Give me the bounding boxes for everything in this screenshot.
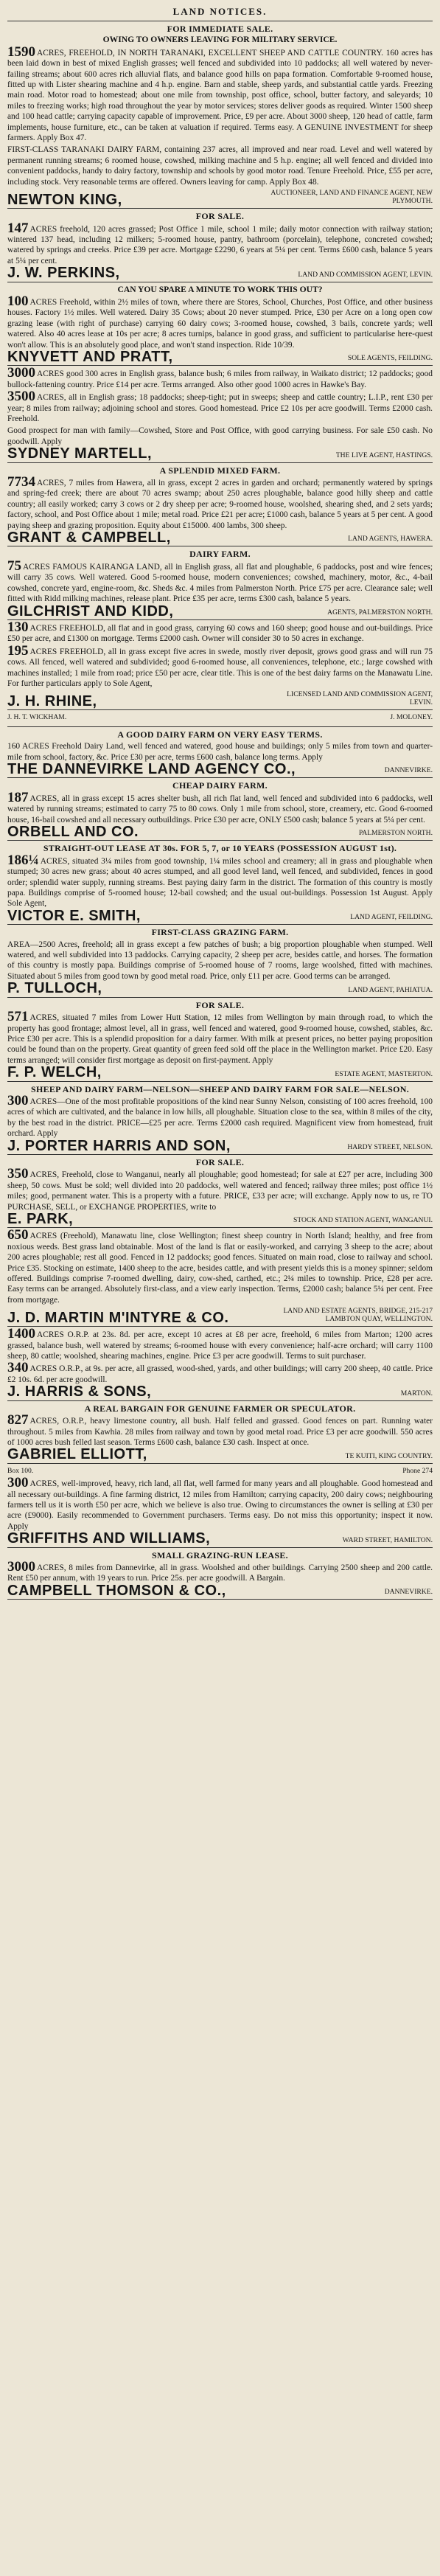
ad-paragraph (7, 44, 433, 144)
ad-agent-address: LAND AGENT, FEILDING. (350, 913, 433, 922)
ad-paragraph (7, 365, 433, 390)
ad-agent-address: PALMERSTON NORTH. (358, 829, 433, 838)
ad-agent-address: LAND AGENT, PAHIATUA. (348, 985, 433, 994)
ad-divider (7, 1463, 433, 1464)
ad-agent-name: J. W. PERKINS, (7, 265, 120, 282)
ad-divider (7, 619, 433, 620)
ad-divider (7, 1326, 433, 1327)
ad-acreage-figure: 3000 (7, 1558, 35, 1575)
ad-divider (7, 777, 433, 778)
ad-divider (7, 1599, 433, 1600)
ad-agent-name: J. HARRIS & SONS, (7, 1384, 152, 1400)
advertisement (7, 1326, 433, 1400)
ad-agent-line (7, 530, 433, 546)
ad-paragraph-text: ACRES, Freehold, close to Wanganui, nearly all ploughable; good homestead; for sale at £27 per acre, including 300 sheep, 50 cows. Must be sold; well divided into 20 paddocks, well watered and fenced; railway three miles; post office 1½ miles; good, permanent water. This is a property with a future. PRICE, £33 per acre; will exchange. Apply now to us, re TO PURCHASE, SELL, or EXCHANGE PROPERTIES, write to (7, 1170, 433, 1212)
ad-divider (7, 924, 433, 925)
advertisement (7, 1403, 433, 1463)
ad-agent-line (7, 1582, 433, 1599)
ad-acreage-figure: 7734 (7, 474, 35, 490)
ad-acreage-figure: 340 (7, 1360, 29, 1376)
ad-agent-name: J. H. RHINE, (7, 692, 97, 709)
ad-paragraph (7, 145, 433, 187)
ad-paragraph-text: ACRES, O.R.P., heavy limestone country, all bush. Half felled and grassed. Good fences on part. Running water throughout. 5 miles from Kawhia. 28 miles from railway and town by good metal road. Price £3 per acre goodwill. 550 acres of 1000 acres bush felled last season. Terms £600 cash, balance £30 cash. Inspect at once. (7, 1417, 433, 1447)
ad-paragraph (7, 426, 433, 447)
ad-paragraph (7, 220, 433, 267)
ad-agent-address: LAND AND ESTATE AGENTS, BRIDGE, 215-217 LAMBTON QUAY, WELLINGTON. (283, 1307, 433, 1324)
ad-agent-line (7, 603, 433, 619)
ad-paragraph-text: ACRES, all in English grass; 18 paddocks; sheep-tight; put in sweeps; sheep and cattle country; L.I.P., rent £30 per year; 8 miles from railway; adjoining school and stores. Good homestead. Price £2 10s per acre goodwill. Terms £2000 cash. Freehold. (7, 393, 433, 423)
advertisement (7, 619, 433, 709)
advertisement (7, 24, 433, 208)
ad-signature-left: Box 100. (7, 1466, 34, 1475)
ad-paragraph-text: ACRES O.R.P. at 23s. 8d. per acre, except 10 acres at £8 per acre, freehold, 6 miles from Marton; 1200 acres grassed, balance bush, well watered by streams; 6-roomed house with every convenience; half-acre orchard; will carry 1100 sheep, 80 cattle; woolshed, shearing machines, engine. Price £3 per acre goodwill. Terms to suit purchaser. (7, 1330, 433, 1361)
ad-agent-address: WARD STREET, HAMILTON. (342, 1535, 433, 1544)
ad-agent-line (7, 760, 433, 777)
ad-acreage-figure: 300 (7, 1475, 29, 1491)
ad-acreage-figure: 147 (7, 220, 29, 236)
ad-acreage-figure: 195 (7, 642, 29, 659)
ad-agent-name: F. P. WELCH, (7, 1064, 102, 1081)
ad-acreage-figure: 300 (7, 1092, 29, 1108)
ad-agent-name: GRANT & CAMPBELL, (7, 530, 171, 546)
ad-paragraph (7, 558, 433, 605)
advertisement (7, 1466, 433, 1547)
ad-agent-line (7, 1064, 433, 1081)
ad-agent-line (7, 445, 433, 462)
ad-acreage-figure: 1590 (7, 44, 35, 60)
ad-divider (7, 1400, 433, 1401)
ad-heading: A GOOD DAIRY FARM ON VERY EASY TERMS. (117, 729, 323, 740)
page-title: LAND NOTICES. (172, 6, 268, 17)
ad-subheading: OWING TO OWNERS LEAVING FOR MILITARY SERVICE. (102, 35, 338, 45)
ad-agent-name: P. TULLOCH, (7, 980, 102, 997)
ad-agent-address: HARDY STREET, NELSON. (347, 1142, 433, 1151)
ad-heading: FOR IMMEDIATE SALE. (167, 24, 273, 34)
ad-paragraph-text: ACRES, well-improved, heavy, rich land, all flat, well farmed for many years and all ploughable. Good homestead and all necessary out-buildings. A fine farming district, 12 miles from Hamilton; carrying capacity, 200 dairy cows; neighbouring farmers tell us it is worth £50 per acre, which we believe is also true. Owing to circumstances the owner is selling at £30 per acre (£9000). Easily recommended to Government purchasers. Terms easy. Do not miss this opportunity; inspect it now. Apply (7, 1479, 433, 1531)
ad-agent-address: LAND AGENTS, HAWERA. (348, 535, 433, 544)
ad-paragraph (7, 789, 433, 825)
ad-heading: FOR SALE. (195, 211, 245, 222)
ad-paragraph-text: 160 ACRES Freehold Dairy Land, well fenced and watered, good house and buildings; only 5 miles from town and quarter-mile from school, factory, &c. Price £30 per acre, terms £600 cash, balance long terms. Apply (7, 742, 433, 762)
ad-paragraph (7, 741, 433, 763)
ad-paragraph (7, 474, 433, 531)
advertisement (7, 465, 433, 544)
ad-paragraph (7, 1475, 433, 1532)
ad-paragraph (7, 642, 433, 690)
ad-agent-name: ORBELL AND CO. (7, 824, 139, 840)
ad-acreage-figure: 130 (7, 619, 29, 635)
ad-agent-address: AUCTIONEER, LAND AND FINANCE AGENT, NEW PLYMOUTH. (270, 189, 433, 206)
ad-acreage-figure: 350 (7, 1166, 29, 1182)
ad-agent-line (7, 824, 433, 840)
ad-paragraph-text: Good prospect for man with family—Cowshed, Store and Post Office, with good carrying business. For sale £50 cash. No goodwill. Apply (7, 426, 433, 446)
ad-paragraph-text: FIRST-CLASS TARANAKI DAIRY FARM, containing 237 acres, all improved and near road. Level and well watered by permanent running streams; 6 roomed house, cowshed, milking machine and 5 h.p. engine; all well fenced and divided into convenient paddocks, handy to dairy factory, township and schools by good motor road. Tenure Freehold. Price, £55 per acre, including stock. Very reasonable terms are offered. Owners leaving for camp. Apply Box 48. (7, 145, 433, 187)
ad-agent-name: KNYVETT AND PRATT, (7, 348, 173, 365)
ad-paragraph (7, 619, 433, 645)
ad-acreage-figure: 827 (7, 1412, 29, 1428)
ad-agent-address: SOLE AGENTS, FEILDING. (347, 354, 433, 363)
advertisement (7, 712, 433, 723)
ad-paragraph-text: AREA—2500 Acres, freehold; all in grass except a few patches of bush; a big proportion ploughable when stumped. Well watered, and well subdivided into 13 paddocks. Carrying capacity, 2 sheep per acre, besides cattle, and horses. The formation of this country is mostly papa. Buildings comprise of 5-roomed house of 7 rooms, large woolshed, fitted with machines. Situated about 5 miles from good town by good metal road. Price, only £11 per acre. Good terms can be arranged. (7, 940, 433, 981)
ad-agent-line (7, 1384, 433, 1400)
ad-paragraph (7, 852, 433, 909)
ad-agent-line (7, 1211, 433, 1227)
ad-agent-name: SYDNEY MARTELL, (7, 445, 153, 462)
ad-agent-address: AGENTS, PALMERSTON NORTH. (327, 608, 433, 617)
ad-paragraph-text: ACRES, 8 miles from Dannevirke, all in grass. Woolshed and other buildings. Carrying 2500 sheep and 200 cattle. Rent £50 per annum, with 19 years to run. Price 25s. per acre goodwill. A Bargain. (7, 1563, 433, 1583)
ad-acreage-figure: 3000 (7, 365, 35, 381)
ad-agent-address: DANNEVIRKE. (384, 766, 433, 775)
ad-acreage-figure: 650 (7, 1227, 29, 1243)
ad-agent-line (7, 907, 433, 924)
ad-signature-left: J. H. T. WICKHAM. (7, 713, 67, 722)
ad-agent-line (7, 348, 433, 365)
ad-paragraph (7, 1326, 433, 1361)
ad-acreage-figure: 186¼ (7, 852, 39, 868)
ad-divider (7, 208, 433, 209)
ad-paragraph (7, 389, 433, 424)
advertisement (7, 211, 433, 282)
ad-paragraph (7, 293, 433, 350)
ad-divider (7, 1154, 433, 1155)
ad-agent-address: STOCK AND STATION AGENT, WANGANUI. (293, 1216, 433, 1225)
ad-heading: SMALL GRAZING-RUN LEASE. (152, 1549, 288, 1560)
ad-acreage-figure: 571 (7, 1009, 29, 1025)
ad-signature-right: J. MOLONEY. (390, 713, 433, 722)
ad-paragraph-text: ACRES good 300 acres in English grass, balance bush; 6 miles from railway, in Waikato district; 12 paddocks; good bullock-fattening country. Price £14 per acre. Terms arranged. Also other good 1000 acres in Hawke's Bay. (7, 369, 433, 389)
ad-agent-line (7, 189, 433, 208)
ad-divider (7, 1547, 433, 1548)
ad-acreage-figure: 75 (7, 558, 21, 574)
ad-agent-address: LAND AND COMMISSION AGENT, LEVIN. (298, 270, 433, 279)
ad-paragraph-text: ACRES FREEHOLD, all in grass except five acres in swede, mostly river deposit, grows good grass and will run 75 cows. All fenced, well watered and subdivided; good 6-roomed house, all conveniences, telephone, etc.; large cowshed with machines installed; 1 mile from road; price £50 per acre, clear title. This is one of the best dairy farms on the Manawatu Line. For further particulars apply to Sole Agent, (7, 647, 433, 688)
ad-agent-line (7, 1530, 433, 1547)
advertisement (7, 285, 433, 363)
ad-heading: FIRST-CLASS GRAZING FARM. (151, 927, 289, 938)
ad-divider (7, 997, 433, 998)
advertisement (7, 1156, 433, 1227)
advertisement (7, 999, 433, 1081)
ad-agent-address: ESTATE AGENT, MASTERTON. (335, 1069, 433, 1078)
ad-paragraph (7, 1360, 433, 1385)
ad-divider (7, 462, 433, 463)
ad-paragraph-text: ACRES (Freehold), Manawatu line, close Wellington; finest sheep country in North Island; healthy, and free from noxious weeds. Best grass land obtainable. Most of the land is flat or easily-worked, and carrying 3 sheep to the acre; about 200 acres ploughable; rest all good. Fenced in 12 paddocks; good fences. Situated on main road, close to railway and school. Price £35. Stocking on estimate, 1400 sheep to the acre, besides cattle, and with present yields this is a money spinner; seldom offered. Buildings comprise 7-roomed dwelling, dairy, cow-shed, carthed, etc.; 2¼ miles to township. Price, £28 per acre. Easy terms can be arranged. Absolutely first-class, and a view early inspection. Terms, £2000 cash; balance 5¼ per cent. Free from mortgage. (7, 1232, 433, 1305)
ad-agent-name: GILCHRIST AND KIDD, (7, 603, 174, 619)
ad-agent-line (7, 1307, 433, 1326)
advertisement (7, 843, 433, 924)
ad-agent-name: E. PARK, (7, 1211, 74, 1227)
ad-agent-name: NEWTON KING, (7, 191, 122, 208)
ad-paragraph-text: ACRES, FREEHOLD, IN NORTH TARANAKI, EXCELLENT SHEEP AND CATTLE COUNTRY. 160 acres has been laid down in best of mixed English grasses; well fenced and subdivided into 10 paddocks; all well watered by never-failing streams; about 600 acres rich alluvial flats, and balance good hills on papa formation. Comfortable 9-roomed house, fitted up with Lister shearing machine and 4 h.p. engine. Barn and stable, sheep yards, and substantial cattle yards. Freezing main road. Motor road to homestead; about one mile from township, post office, school, butter factory, and saleyards; 10 miles to freezing works; high road throughout the year by motor services; stores deliver goods as required. Winter 1500 sheep and 100 head cattle; carrying capacity capable of improvement. Price, £9 per acre. About 3000 sheep, 120 head of cattle, farm implements, house furniture, etc., can be taken at valuation if required. Terms easy. A GENUINE INVESTMENT for sheep farmers. Apply Box 47. (7, 48, 433, 143)
ad-divider (7, 726, 433, 727)
ad-heading: CHEAP DAIRY FARM. (172, 780, 268, 791)
ad-paragraph-text: ACRES—One of the most profitable propositions of the kind near Sunny Nelson, consisting of 100 acres freehold, 100 acres of which are cultivated, and the balance in low hills, all ploughable. Situation close to the sea, within 8 miles of the city, by the best road in the district. PRICE—£25 per acre. Terms £2000 cash required. Magnificent view from homestead, fruit orchard. Apply (7, 1097, 433, 1139)
ad-acreage-figure: 100 (7, 293, 29, 309)
ad-heading: FOR SALE. (195, 999, 245, 1010)
ad-divider (7, 1227, 433, 1228)
ad-agent-line (7, 690, 433, 707)
advertisement (7, 1550, 433, 1597)
ad-signature-right: Phone 274 (402, 1466, 433, 1475)
ad-agent-name: VICTOR E. SMITH, (7, 907, 141, 924)
advertisement (7, 549, 433, 619)
ad-paragraph (7, 1227, 433, 1305)
ad-paragraph (7, 1092, 433, 1139)
ad-acreage-figure: 1400 (7, 1326, 35, 1342)
ad-agent-name: THE DANNEVIRKE LAND AGENCY CO., (7, 760, 296, 777)
ad-heading: STRAIGHT-OUT LEASE AT 30s. FOR 5, 7, or 10 YEARS (POSSESSION AUGUST 1st). (43, 843, 397, 854)
ad-agent-name: J. D. MARTIN M'INTYRE & CO. (7, 1309, 229, 1326)
advertisement (7, 729, 433, 775)
ad-paragraph-text: ACRES, situated 3¼ miles from good township, 1¼ miles school and creamery; all in grass and ploughable when stumped; 30 acres new grass; about 40 acres stumped, and all good level land, well fenced, and subdivided, fences in good order; splendid water supply, running streams. Best paying dairy farm in the district. The formation of this country is mostly papa. Buildings comprise of 5-roomed house; 12-bail cowshed; and the usual out-buildings. Possession 1st August. Apply Sole Agent, (7, 856, 433, 909)
ad-paragraph (7, 1412, 433, 1448)
ad-paragraph-text: ACRES freehold, 120 acres grassed; Post Office 1 mile, school 1 mile; daily motor connection with railway station; wintered 137 head, including 12 milkers; 5-roomed house, pantry, bathroom (porcelain), telephone, concreted cowshed; watered by springs and creeks. Price £39 per acre. Mortgage £2290, 6 years at 5¼ per cent. Terms £600 cash, balance 5 years at 5¼ per cent. (7, 224, 433, 265)
ad-agent-line (7, 1446, 433, 1463)
ad-agent-name: GRIFFITHS AND WILLIAMS, (7, 1530, 211, 1547)
advertisement (7, 365, 433, 462)
ad-signature-line (7, 1466, 433, 1476)
ad-subheading: CAN YOU SPARE A MINUTE TO WORK THIS OUT? (117, 284, 323, 294)
ad-paragraph-text: ACRES, 7 miles from Hawera, all in grass, except 2 acres in garden and orchard; permanently watered by springs and spring-fed creek; there are about 70 acres swamp; about 250 acres ploughable, balance good hilly sheep and cattle country; all easily worked; carry 3 cows or 2 dry sheep per acre; 9-roomed house, woolshed, shearing shed, and 2 sets yards; factory, school, and Post Office about 1 mile; metal road. Price £21 per acre; £1000 cash, balance 5 years at 5 per cent. A good paying sheep and grazing proposition. Equity about £15000. 400 lambs, 300 sheep. (7, 479, 433, 530)
ad-acreage-figure: 3500 (7, 389, 35, 405)
advertisement (7, 927, 433, 997)
ad-paragraph-text: ACRES Freehold, within 2½ miles of town, where there are Stores, School, Churches, Post Office, and other business houses. Factory 1½ miles. Well watered. Dairy 35 Cows; about 20 never stumped. Price, £30 per Acre on a long open cow grazing lease (with right of purchase) carrying 60 dairy cows; 3-roomed house, cowshed, 3 bails, concrete yards; well watered. Also 40 acres lease at 10s per acre; 8 acres turnips, balance in good grass, and sufficient to particularise here-quest won't allow. This is an absolutely good place, and won't stand inspection. Ride 10/39. (7, 297, 433, 350)
ad-agent-address: THE LIVE AGENT, HASTINGS. (335, 451, 433, 459)
ad-agent-address: TE KUITI, KING COUNTRY. (345, 1451, 433, 1460)
ad-heading: DAIRY FARM. (189, 549, 251, 560)
ad-divider (7, 709, 433, 710)
ad-acreage-figure: 187 (7, 789, 29, 805)
ad-paragraph (7, 1009, 433, 1066)
ad-agent-address: DANNEVIRKE. (384, 1588, 433, 1597)
ad-signature-line (7, 712, 433, 723)
ad-heading: FOR SALE. (195, 1156, 245, 1167)
ad-paragraph (7, 940, 433, 982)
ad-divider (7, 840, 433, 841)
ad-paragraph-text: ACRES O.R.P., at 9s. per acre, all grassed, wood-shed, yards, and other buildings; will carry 200 sheep, 40 cattle. Price £2 10s. 6d. per acre goodwill. (7, 1364, 433, 1384)
ad-heading: A SPLENDID MIXED FARM. (159, 465, 281, 476)
ad-paragraph-text: ACRES FREEHOLD, all flat and in good grass, carrying 60 cows and 160 sheep; good house and out-buildings. Price £50 per acre, and £1300 on mortgage. Terms £2000 cash. Owner will consider 30 to 50 acres in exchange. (7, 623, 433, 644)
advertisement (7, 1083, 433, 1154)
advertisement (7, 780, 433, 840)
ad-paragraph-text: ACRES FAMOUS KAIRANGA LAND, all in English grass, all flat and ploughable, 6 paddocks, post and wire fences; will carry 35 cows. Well watered. Good 5-roomed house, modern conveniences; cowshed, machinery, motor, &c., 4-bail cowshed, concrete yard, engine-room, &c. Sheds &c. 4 miles from Palmerston North. Price £75 per acre. Clearance sale; well fitted with Ridd milking machines, release plant. Price £35 per acre, terms £300 cash, balance 5 years. (7, 562, 433, 604)
ad-agent-line (7, 1137, 433, 1154)
ad-paragraph (7, 1166, 433, 1212)
ad-agent-line (7, 980, 433, 997)
ad-paragraph (7, 1558, 433, 1584)
ad-divider (7, 1081, 433, 1082)
advertisements-column (7, 24, 433, 1600)
ad-agent-address: MARTON. (400, 1389, 433, 1398)
ad-agent-address: LICENSED LAND AND COMMISSION AGENT, LEVIN. (287, 690, 433, 707)
ad-heading: A REAL BARGAIN FOR GENUINE FARMER OR SPECULATOR. (84, 1403, 356, 1414)
ad-heading: SHEEP AND DAIRY FARM—NELSON—SHEEP AND DAIRY FARM FOR SALE—NELSON. (30, 1083, 410, 1094)
ad-agent-name: J. PORTER HARRIS AND SON, (7, 1137, 231, 1154)
ad-agent-name: GABRIEL ELLIOTT, (7, 1446, 147, 1463)
ad-divider (7, 365, 433, 366)
ad-agent-name: CAMPBELL THOMSON & CO., (7, 1582, 226, 1599)
advertisement (7, 1227, 433, 1326)
ad-paragraph-text: ACRES, situated 7 miles from Lower Hutt Station, 12 miles from Wellington by main through road, to which the property has good frontage; almost level, all in grass, well fenced and watered, good 9-roomed house, cowshed, stables, &c. Price £30 per acre. This is a splendid proposition for a dairy farmer. With milk at present prices, no better paying proposition could be found than on the property. Great quantity of green feed sold off the place in the Wellington market. Price £20. Easy terms arranged; will consider first mortgage as deposit on first-payment. Apply (7, 1013, 433, 1065)
ad-agent-line (7, 265, 433, 282)
ad-paragraph-text: ACRES, all in grass except 15 acres shelter bush, all rich flat land, well fenced and subdivided into 6 paddocks, well watered by running streams; estimated to carry 75 to 80 cows. Only 1 mile from school, store, creamery, etc. Good 6-roomed house, 16-bail cowshed and all necessary outbuildings. Price £30 per acre, ONLY £500 cash; balance 5 years at 5¼ per cent. (7, 794, 433, 824)
